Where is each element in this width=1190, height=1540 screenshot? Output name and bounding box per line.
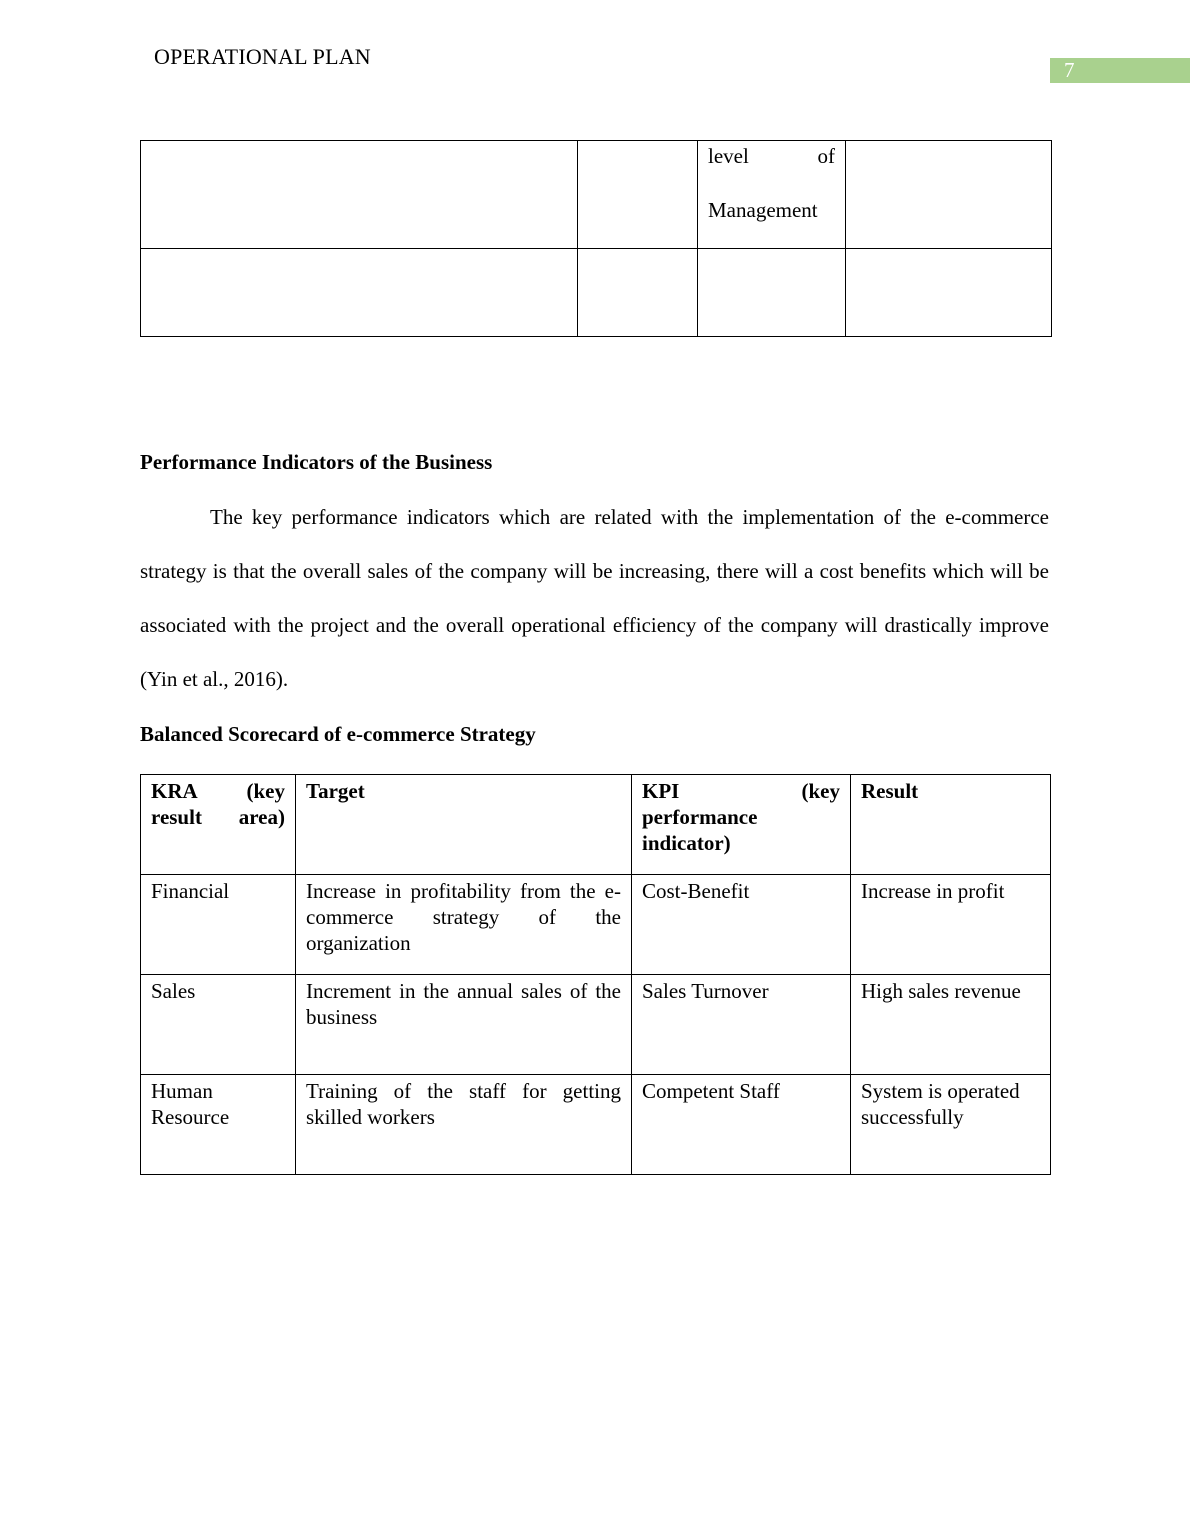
page-number: 7 (1064, 58, 1075, 82)
cell-result: System is operated successfully (851, 1075, 1051, 1175)
table-cell (698, 249, 846, 337)
cell-target: Increment in the annual sales of the business (296, 975, 632, 1075)
cell-kpi: Cost-Benefit (632, 875, 851, 975)
cell-kra: Human Resource (141, 1075, 296, 1175)
column-header-kpi: KPI (key performance indicator) (632, 775, 851, 875)
table-cell (141, 141, 578, 249)
cell-kra: Sales (141, 975, 296, 1075)
column-header-result: Result (851, 775, 1051, 875)
table-cell (846, 249, 1052, 337)
cell-result: High sales revenue (851, 975, 1051, 1075)
cell-kra: Financial (141, 875, 296, 975)
cell-target: Increase in profitability from the e-commerce strategy of the organization (296, 875, 632, 975)
table-cell (578, 141, 698, 249)
performance-paragraph: The key performance indicators which are related with the implementation of the e-commerce strategy is that the overall sales of the company will be increasing, there will a cost benefits which will be associated with the project and the overall operational efficiency of the company will drastically improve (Yin et al., 2016). (140, 505, 1049, 691)
section-heading-performance: Performance Indicators of the Business (140, 450, 493, 474)
table-row (141, 1075, 1051, 1175)
page-number-badge (1050, 58, 1190, 83)
table-row (141, 975, 1051, 1075)
cell-line: Management (708, 198, 818, 222)
table-cell (698, 141, 846, 249)
column-header-target: Target (296, 775, 632, 875)
running-head: OPERATIONAL PLAN (154, 44, 371, 69)
table-row (141, 249, 1052, 337)
cell-result: Increase in profit (851, 875, 1051, 975)
cell-line: level of (708, 144, 835, 168)
table-header-row (141, 775, 1051, 875)
table-row (141, 875, 1051, 975)
table-cell (578, 249, 698, 337)
cell-kpi: Sales Turnover (632, 975, 851, 1075)
table-cell (846, 141, 1052, 249)
scorecard-table (140, 774, 1051, 1175)
table-row (141, 141, 1052, 249)
column-header-kra: KRA (key result area) (141, 775, 296, 875)
cell-target: Training of the staff for getting skilled workers (296, 1075, 632, 1175)
section-heading-scorecard: Balanced Scorecard of e-commerce Strategy (140, 722, 536, 746)
table-cell (141, 249, 578, 337)
continuation-table (140, 140, 1052, 337)
cell-kpi: Competent Staff (632, 1075, 851, 1175)
